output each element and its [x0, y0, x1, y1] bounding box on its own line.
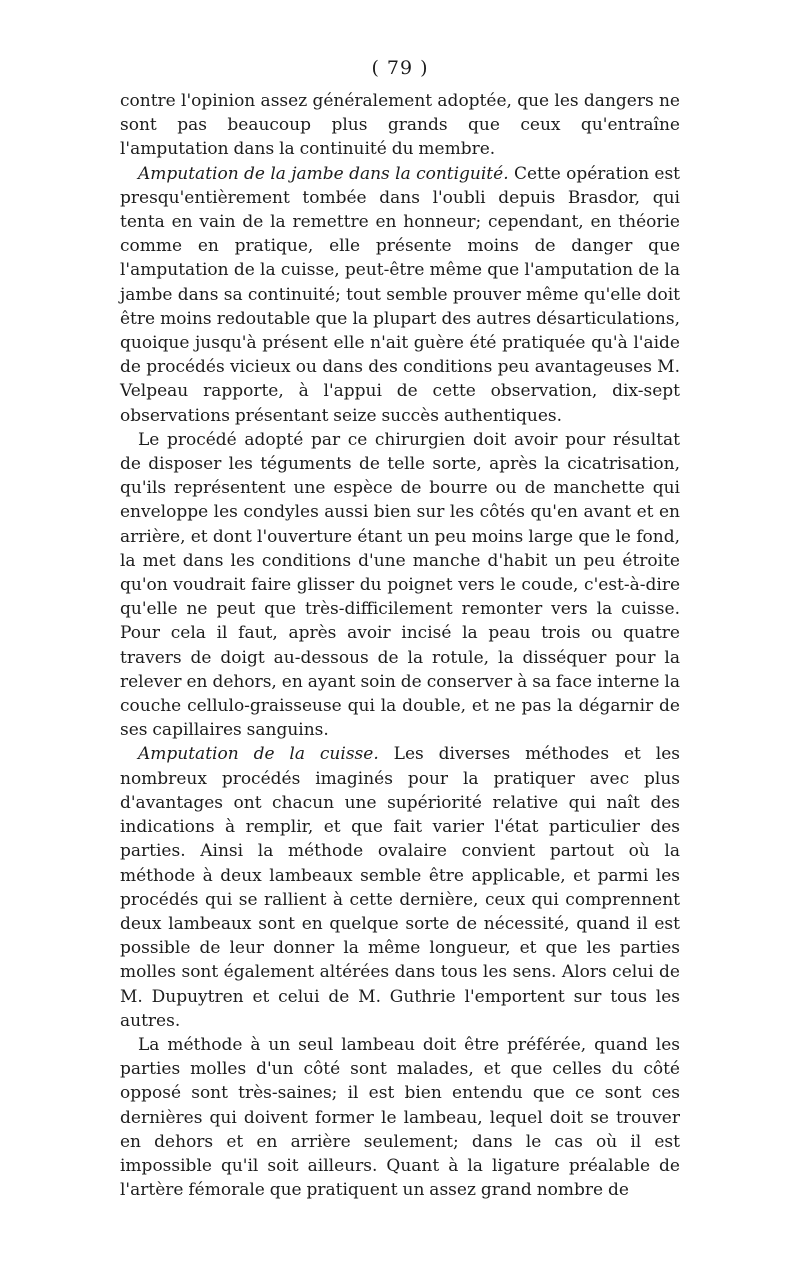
book-page [120, 56, 680, 1202]
paragraph-text: contre l'opinion assez généralement adoptée, que les dangers ne sont pas beaucoup plus grands que ceux qu'entraîne l'amputation dans la continuité du membre. [120, 91, 680, 160]
paragraph-text: Le procédé adopté par ce chirurgien doit avoir pour résultat de disposer les téguments de telle sorte, après la cicatrisation, qu'ils représentent une espèce de bourre ou de manchette qui enveloppe les condyles aussi bien sur les côtés qu'en avant et en arrière, et dont l'ouverture étant un peu moins large que le fond, la met dans les conditions d'une manche d'habit un peu étroite qu'on voudrait faire glisser du poignet vers le coude, c'est-à-dire qu'elle ne peut que très-difficilement remonter vers la cuisse. Pour cela il faut, après avoir incisé la peau trois ou quatre travers de doigt au-dessous de la rotule, la disséquer pour la relever en dehors, en ayant soin de conserver à sa face interne la couche cellulo-graisseuse qui la double, et ne pas la dégarnir de ses capillaires sanguins. [120, 429, 680, 741]
paragraph-methode-lambeau [120, 1033, 680, 1202]
section-heading-jambe: Amputation de la jambe dans la contiguité. [138, 163, 509, 184]
paragraph-continuation [120, 89, 680, 162]
paragraph-procede [120, 428, 680, 743]
paragraph-text: Les diverses méthodes et les nombreux procédés imaginés pour la pratiquer avec plus d'avantages ont chacun une supériorité relative qui naît des indications à remplir, et que fait varier l'état particulier des parties. Ainsi la méthode ovalaire convient partout où la méthode à deux lambeaux semble être applicable, et parmi les procédés qui se rallient à cette dernière, ceux qui comprennent deux lambeaux sont en quelque sorte de nécessité, quand il est possible de leur donner la même longueur, et que les parties molles sont également altérées dans tous les sens. Alors celui de M. Dupuytren et celui de M. Guthrie l'emportent sur tous les autres. [120, 744, 680, 1031]
paragraph-cuisse [120, 742, 680, 1032]
paragraph-text: La méthode à un seul lambeau doit être préférée, quand les parties molles d'un côté sont malades, et que celles du côté opposé sont très-saines; il est bien entendu que ce sont ces dernières qui doivent former le lambeau, lequel doit se trouver en dehors et en arrière seulement; dans le cas où il est impossible qu'il soit ailleurs. Quant à la ligature préalable de l'artère fémorale que pratiquent un assez grand nombre de [120, 1034, 680, 1201]
paragraph-jambe-contiguite [120, 162, 680, 428]
paragraph-text: Cette opération est presqu'entièrement tombée dans l'oubli depuis Brasdor, qui tenta en vain de la remettre en honneur; cependant, en théorie comme en pratique, elle présente moins de danger que l'amputation de la cuisse, peut-être même que l'amputation de la jambe dans sa continuité; tout semble prouver même qu'elle doit être moins redoutable que la plupart des autres désarticulations, quoique jusqu'à présent elle n'ait guère été pratiquée qu'à l'aide de procédés vicieux ou dans des conditions peu avantageuses M. Velpeau rapporte, à l'appui de cette observation, dix-sept observations présentant seize succès authentiques. [120, 163, 680, 426]
page-number: ( 79 ) [371, 57, 429, 79]
section-heading-cuisse: Amputation de la cuisse. [138, 744, 379, 765]
